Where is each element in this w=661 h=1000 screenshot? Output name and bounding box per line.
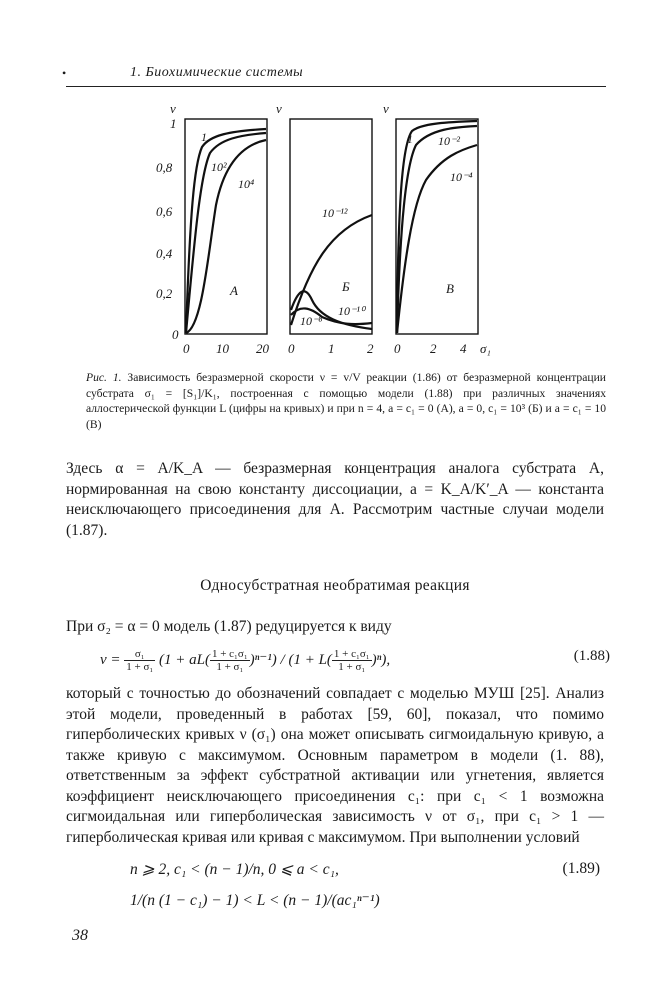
x-tick: 2: [367, 341, 374, 356]
x-axis-label: σ₁: [480, 341, 491, 356]
panel-c: [383, 101, 491, 356]
curve-label-a-3: 10⁴: [238, 177, 255, 191]
page-number: 38: [72, 927, 88, 944]
y-tick-labels: [156, 116, 179, 342]
curve-label-a-2: 10²: [211, 160, 227, 174]
x-tick: 2: [430, 341, 437, 356]
panel-letter-a: А: [230, 283, 238, 298]
figure-1: [150, 95, 510, 365]
equation-body: ν = $\frac{\text{σ₁}}{\text{1 + σ₁}}$ (1 + aL( $\frac{\text{1 + c₁σ₁}}{\text{1 + σ₁}}$ )ⁿ⁻¹) / (1 + L( $\frac{\text{1 + c₁σ₁}}{\text{1 + σ₁}}$ )ⁿ),: [100, 648, 391, 673]
y-tick: 0,4: [156, 246, 173, 261]
caption-text: Зависимость безразмерной скорости ν = v/V реакции (1.86) от безразмерной концентрации субстрата σ₁ = [S₁]/K₁, построенная с помощью модели (1.88) при различных значениях аллостерической функции L (цифры на кривых) и при n = 4, a = c₁ = 0 (A), a = 0, c₁ = 10³ (Б) и a = c₁ = 10 (В): [86, 371, 606, 431]
header-bullet: •: [62, 66, 67, 80]
x-tick: 0: [394, 341, 401, 356]
paragraph: Здесь α = A/K_A — безразмерная концентрация аналога субстрата A, нормированная на свою константу диссоциации, a = K_A/K′_A — константа неисключающего присоединения для A. Рассмотрим частные случаи модели (1.87).: [66, 460, 604, 539]
panel-b: [276, 101, 374, 356]
panel-b-frame: [290, 119, 372, 334]
section-title: Односубстратная необратимая реакция: [200, 577, 470, 594]
panel-letter-b: Б: [342, 279, 350, 294]
x-tick: 0: [288, 341, 295, 356]
header-rule: [66, 86, 606, 87]
panel-c-frame: [396, 119, 478, 334]
x-tick: 0: [183, 341, 190, 356]
panel-a: [183, 119, 270, 356]
x-tick: 4: [460, 341, 467, 356]
curve-label-a-1: 1: [201, 130, 207, 144]
curve-c-10e-2: [397, 126, 477, 333]
y-tick: 0,2: [156, 286, 173, 301]
curve-label-c-3: 10⁻⁴: [450, 170, 473, 184]
equation-1-89: [130, 860, 600, 879]
equation-number: (1.88): [573, 648, 610, 664]
equation-number: (1.89): [562, 860, 600, 877]
x-tick: 1: [328, 341, 335, 356]
x-tick: 20: [256, 341, 269, 356]
y-tick: 1: [170, 116, 177, 131]
curve-label-b-3: 10⁻⁸: [300, 314, 323, 328]
curve-label-c-2: 10⁻²: [438, 134, 460, 148]
running-header: 1. Биохимические системы: [130, 65, 304, 80]
y-tick: 0,8: [156, 160, 173, 175]
figure-caption: [86, 370, 606, 432]
equation-body: n ⩾ 2, c₁ < (n − 1)/n, 0 ⩽ a < c₁,: [130, 861, 339, 878]
curve-label-c-1: 1: [407, 132, 413, 146]
equation-1-88: [100, 638, 610, 678]
paragraph: При σ₂ = α = 0 модель (1.87) редуцируется к виду: [66, 618, 392, 635]
curve-c-1: [397, 121, 477, 333]
x-tick: 10: [216, 341, 229, 356]
equation-inequality: 1/(n (1 − c₁) − 1) < L < (n − 1)/(ac₁ⁿ⁻¹): [130, 892, 380, 909]
y-tick: 0: [172, 327, 179, 342]
y-axis-label-b: ν: [276, 101, 282, 116]
caption-label: Рис. 1.: [86, 371, 122, 384]
y-axis-label: ν: [170, 101, 176, 116]
panel-letter-c: В: [446, 281, 454, 296]
curve-label-b-1: 10⁻¹²: [322, 206, 348, 220]
curve-label-b-2: 10⁻¹⁰: [338, 304, 365, 318]
y-tick: 0,6: [156, 204, 173, 219]
paragraph: который с точностью до обозначений совпадает с моделью МУШ [25]. Анализ этой модели, проведенный в работах [59, 60], показал, что помимо гиперболических кривых ν (σ₁) она может описывать сигмоидальную кривую, а также кривую с максимумом. Основным параметром в модели (1. 88), ответственным за эффект субстратной активации или угнетения, является коэффициент неисключающего присоединения c₁: при c₁ < 1 возможна сигмоидальная или гиперболическая зависимость ν от σ₁, при c₁ > 1 — гиперболическая кривая или кривая с максимумом. При выполнении условий: [66, 685, 604, 846]
y-axis-label-c: ν: [383, 101, 389, 116]
